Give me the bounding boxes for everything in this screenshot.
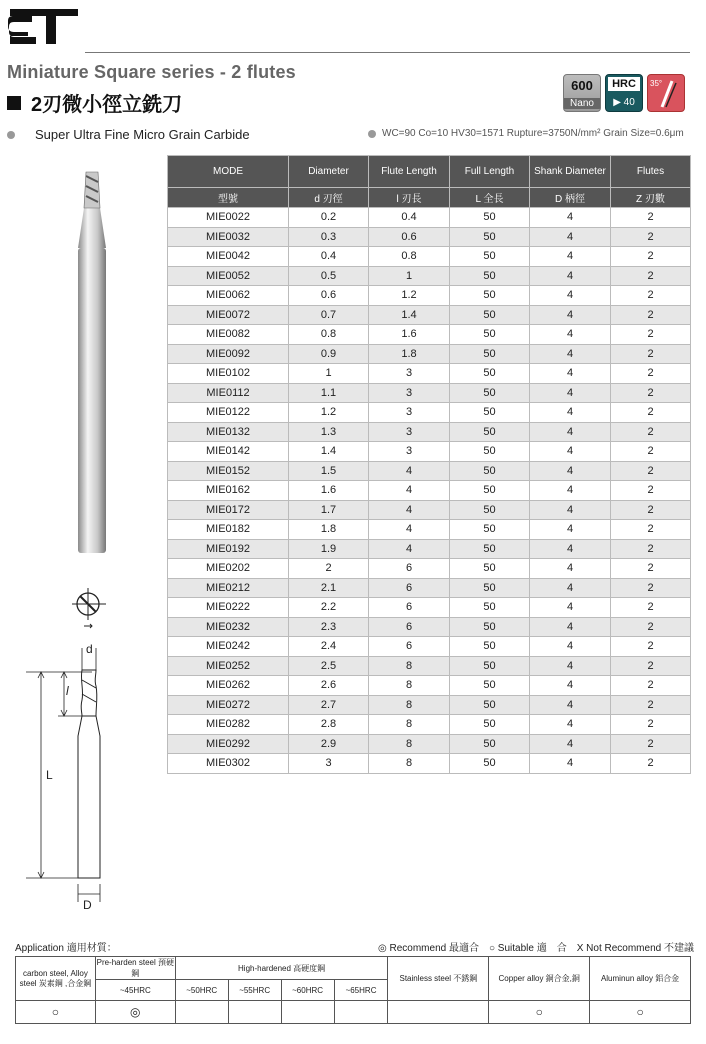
- cell-flute-length: 6: [369, 617, 450, 637]
- cell-full-length: 50: [450, 656, 530, 676]
- bullet-icon: [7, 131, 15, 139]
- cell-diameter: 0.5: [289, 266, 369, 286]
- app-sub-45hrc: ~45HRC: [95, 980, 175, 1001]
- cell-full-length: 50: [450, 734, 530, 754]
- cell-shank-diameter: 4: [530, 442, 611, 462]
- cell-flute-length: 6: [369, 598, 450, 618]
- cell-mode: MIE0152: [168, 461, 289, 481]
- cell-flutes: 2: [611, 617, 691, 637]
- cell-mode: MIE0242: [168, 637, 289, 657]
- table-row: [168, 500, 691, 520]
- cell-shank-diameter: 4: [530, 461, 611, 481]
- cell-mode: MIE0282: [168, 715, 289, 735]
- end-view-drawing: [68, 582, 112, 632]
- cell-flutes: 2: [611, 539, 691, 559]
- cell-mode: MIE0082: [168, 325, 289, 345]
- cell-shank-diameter: 4: [530, 734, 611, 754]
- cell-diameter: 2.6: [289, 676, 369, 696]
- cell-shank-diameter: 4: [530, 208, 611, 228]
- application-title: Application 適用材質：: [15, 943, 117, 954]
- cell-full-length: 50: [450, 520, 530, 540]
- cell-mode: MIE0042: [168, 247, 289, 267]
- cell-flutes: 2: [611, 637, 691, 657]
- cell-diameter: 2.4: [289, 637, 369, 657]
- cell-full-length: 50: [450, 422, 530, 442]
- cell-mode: MIE0022: [168, 208, 289, 228]
- cell-flutes: 2: [611, 754, 691, 774]
- col-header-diameter: Diameter: [289, 156, 369, 188]
- cell-mode: MIE0292: [168, 734, 289, 754]
- cell-mode: MIE0182: [168, 520, 289, 540]
- table-row: [168, 364, 691, 384]
- cell-flutes: 2: [611, 286, 691, 306]
- cell-flute-length: 1.6: [369, 325, 450, 345]
- spec-table-body: [168, 208, 691, 774]
- cell-shank-diameter: 4: [530, 422, 611, 442]
- app-col-preharden: Pre-harden steel 預硬鋼: [96, 958, 174, 978]
- cell-full-length: 50: [450, 286, 530, 306]
- cell-mode: MIE0192: [168, 539, 289, 559]
- table-row: [168, 305, 691, 325]
- square-bullet-icon: [7, 96, 21, 110]
- cell-mode: MIE0222: [168, 598, 289, 618]
- cell-shank-diameter: 4: [530, 656, 611, 676]
- col-header-flute-length-zh: l 刃長: [369, 188, 450, 208]
- cell-flute-length: 3: [369, 383, 450, 403]
- cell-full-length: 50: [450, 305, 530, 325]
- app-col-aluminum: Aluminun alloy 鋁合金: [590, 957, 691, 1001]
- cell-diameter: 0.6: [289, 286, 369, 306]
- hrc-badge-label: HRC: [608, 77, 640, 91]
- cell-flute-length: 0.8: [369, 247, 450, 267]
- col-header-full-length: Full Length: [450, 156, 530, 188]
- cell-shank-diameter: 4: [530, 520, 611, 540]
- cell-diameter: 1.6: [289, 481, 369, 501]
- cell-flutes: 2: [611, 208, 691, 228]
- col-header-flutes: Flutes: [611, 156, 691, 188]
- cell-flute-length: 4: [369, 461, 450, 481]
- app-sub-55hrc: ~55HRC: [228, 980, 281, 1001]
- cell-shank-diameter: 4: [530, 500, 611, 520]
- helix-icon: [648, 75, 684, 111]
- cell-mode: MIE0172: [168, 500, 289, 520]
- table-row: [168, 481, 691, 501]
- page-title-en: Miniature Square series - 2 flutes: [7, 62, 296, 82]
- cell-mode: MIE0252: [168, 656, 289, 676]
- cell-shank-diameter: 4: [530, 247, 611, 267]
- cell-mode: MIE0272: [168, 695, 289, 715]
- legend-not-recommend: X Not Recommend 不建議: [576, 943, 694, 954]
- mark-copper: ○: [489, 1001, 590, 1024]
- cell-full-length: 50: [450, 442, 530, 462]
- cell-flute-length: 4: [369, 481, 450, 501]
- col-header-shank-diameter: Shank Diameter: [530, 156, 611, 188]
- cell-flute-length: 8: [369, 695, 450, 715]
- cell-full-length: 50: [450, 617, 530, 637]
- col-header-diameter-zh: d 刃徑: [289, 188, 369, 208]
- cell-mode: MIE0162: [168, 481, 289, 501]
- cell-mode: MIE0062: [168, 286, 289, 306]
- table-row: [168, 578, 691, 598]
- cell-shank-diameter: 4: [530, 364, 611, 384]
- cell-diameter: 1.2: [289, 403, 369, 423]
- cell-shank-diameter: 4: [530, 676, 611, 696]
- table-row: [168, 754, 691, 774]
- cell-flutes: 2: [611, 364, 691, 384]
- application-legend: [378, 939, 694, 954]
- cell-full-length: 50: [450, 695, 530, 715]
- cell-shank-diameter: 4: [530, 481, 611, 501]
- cell-mode: MIE0052: [168, 266, 289, 286]
- dim-label-d: d: [86, 642, 93, 656]
- cell-shank-diameter: 4: [530, 403, 611, 423]
- table-row: [168, 461, 691, 481]
- cell-flute-length: 8: [369, 656, 450, 676]
- table-row: [168, 422, 691, 442]
- page-title-zh: [7, 88, 182, 117]
- cell-full-length: 50: [450, 598, 530, 618]
- table-row: [168, 247, 691, 267]
- cell-shank-diameter: 4: [530, 383, 611, 403]
- cell-flute-length: 8: [369, 754, 450, 774]
- table-row: [168, 559, 691, 579]
- spec-table: [167, 155, 691, 774]
- app-sub-65hrc: ~65HRC: [334, 980, 388, 1001]
- cell-mode: MIE0232: [168, 617, 289, 637]
- cell-flutes: 2: [611, 559, 691, 579]
- cell-diameter: 1.1: [289, 383, 369, 403]
- feature-badges: [563, 74, 685, 112]
- cell-diameter: 2: [289, 559, 369, 579]
- mark-50hrc: [175, 1001, 228, 1024]
- cell-diameter: 0.7: [289, 305, 369, 325]
- material-spec: [368, 128, 684, 139]
- cell-diameter: 2.5: [289, 656, 369, 676]
- cell-diameter: 2.3: [289, 617, 369, 637]
- cell-diameter: 1.3: [289, 422, 369, 442]
- cell-full-length: 50: [450, 754, 530, 774]
- carbide-subtitle: [7, 127, 250, 142]
- cell-flute-length: 1.8: [369, 344, 450, 364]
- table-row: [168, 734, 691, 754]
- cell-flutes: 2: [611, 461, 691, 481]
- cell-mode: MIE0132: [168, 422, 289, 442]
- cell-diameter: 1.5: [289, 461, 369, 481]
- table-row: [168, 695, 691, 715]
- col-header-flute-length: Flute Length: [369, 156, 450, 188]
- cell-flutes: 2: [611, 227, 691, 247]
- cell-flute-length: 4: [369, 520, 450, 540]
- nano-coating-badge: [563, 74, 601, 112]
- app-col-stainless: Stainless steel 不銹鋼: [388, 957, 489, 1001]
- cell-shank-diameter: 4: [530, 539, 611, 559]
- cell-full-length: 50: [450, 247, 530, 267]
- cell-flutes: 2: [611, 676, 691, 696]
- cell-flutes: 2: [611, 325, 691, 345]
- cell-flutes: 2: [611, 344, 691, 364]
- cell-flutes: 2: [611, 481, 691, 501]
- cell-flute-length: 4: [369, 539, 450, 559]
- end-mill-photo: [64, 168, 134, 558]
- helix-angle-badge: [647, 74, 685, 112]
- table-row: [168, 325, 691, 345]
- app-col-carbon: carbon steel, Alloy steel 炭素鋼 ,合金鋼: [16, 957, 96, 1001]
- cell-flutes: 2: [611, 247, 691, 267]
- table-row: [168, 539, 691, 559]
- nano-badge-label: Nano: [564, 98, 600, 109]
- helix-angle-value: 35°: [650, 79, 663, 88]
- cell-full-length: 50: [450, 676, 530, 696]
- table-row: [168, 676, 691, 696]
- legend-suitable: ○ Suitable 適 合: [488, 943, 567, 954]
- cell-diameter: 1.4: [289, 442, 369, 462]
- cell-flutes: 2: [611, 422, 691, 442]
- table-row: [168, 266, 691, 286]
- cell-diameter: 0.3: [289, 227, 369, 247]
- table-row: [168, 383, 691, 403]
- table-row: [168, 344, 691, 364]
- cell-flutes: 2: [611, 305, 691, 325]
- dim-label-shank: D: [83, 898, 92, 912]
- table-row: [168, 227, 691, 247]
- hrc-badge-value: ▶ 40: [613, 97, 635, 108]
- cell-diameter: 1: [289, 364, 369, 384]
- page-title-zh-text: 2刃微小徑立銑刀: [31, 94, 183, 116]
- cell-diameter: 1.9: [289, 539, 369, 559]
- cell-full-length: 50: [450, 383, 530, 403]
- app-sub-60hrc: ~60HRC: [281, 980, 334, 1001]
- mark-preharden: ◎: [95, 1001, 175, 1024]
- cell-full-length: 50: [450, 578, 530, 598]
- cell-flute-length: 0.4: [369, 208, 450, 228]
- bullet-icon: [368, 130, 376, 138]
- cell-shank-diameter: 4: [530, 344, 611, 364]
- cell-shank-diameter: 4: [530, 637, 611, 657]
- cell-full-length: 50: [450, 208, 530, 228]
- mark-carbon: ○: [16, 1001, 96, 1024]
- table-row: [168, 208, 691, 228]
- cell-flutes: 2: [611, 383, 691, 403]
- cell-flute-length: 8: [369, 676, 450, 696]
- table-row: [168, 656, 691, 676]
- cell-flute-length: 6: [369, 559, 450, 579]
- cell-mode: MIE0102: [168, 364, 289, 384]
- table-row: [168, 637, 691, 657]
- hrc-badge: [605, 74, 643, 112]
- cell-mode: MIE0212: [168, 578, 289, 598]
- cell-full-length: 50: [450, 227, 530, 247]
- cell-flute-length: 3: [369, 422, 450, 442]
- cell-shank-diameter: 4: [530, 715, 611, 735]
- app-marks-row: [16, 1001, 691, 1024]
- cell-shank-diameter: 4: [530, 598, 611, 618]
- legend-recommend: ◎ Recommend 最適合: [378, 943, 479, 954]
- cell-shank-diameter: 4: [530, 227, 611, 247]
- cell-diameter: 2.1: [289, 578, 369, 598]
- cell-diameter: 0.2: [289, 208, 369, 228]
- cell-flute-length: 0.6: [369, 227, 450, 247]
- cell-shank-diameter: 4: [530, 286, 611, 306]
- cell-flute-length: 1: [369, 266, 450, 286]
- cell-full-length: 50: [450, 403, 530, 423]
- cell-diameter: 1.7: [289, 500, 369, 520]
- cell-full-length: 50: [450, 325, 530, 345]
- cell-flute-length: 8: [369, 715, 450, 735]
- cell-flutes: 2: [611, 656, 691, 676]
- cell-full-length: 50: [450, 344, 530, 364]
- cell-flute-length: 3: [369, 364, 450, 384]
- application-table: [15, 956, 691, 1024]
- cell-shank-diameter: 4: [530, 754, 611, 774]
- cell-shank-diameter: 4: [530, 305, 611, 325]
- cell-flutes: 2: [611, 442, 691, 462]
- nano-badge-value: 600: [571, 78, 593, 93]
- cell-flute-length: 1.4: [369, 305, 450, 325]
- app-col-high: High-hardened 高硬度鋼: [175, 957, 388, 980]
- cell-flute-length: 6: [369, 637, 450, 657]
- header-rule: [85, 52, 690, 53]
- cell-flutes: 2: [611, 715, 691, 735]
- table-row: [168, 442, 691, 462]
- cell-mode: MIE0262: [168, 676, 289, 696]
- cell-mode: MIE0122: [168, 403, 289, 423]
- cell-flutes: 2: [611, 266, 691, 286]
- cell-full-length: 50: [450, 364, 530, 384]
- cell-full-length: 50: [450, 481, 530, 501]
- cell-flute-length: 1.2: [369, 286, 450, 306]
- table-row: [168, 286, 691, 306]
- cell-flute-length: 4: [369, 500, 450, 520]
- mark-stainless: [388, 1001, 489, 1024]
- cell-flutes: 2: [611, 598, 691, 618]
- cell-full-length: 50: [450, 637, 530, 657]
- cell-shank-diameter: 4: [530, 695, 611, 715]
- cell-flutes: 2: [611, 578, 691, 598]
- cell-mode: MIE0112: [168, 383, 289, 403]
- cell-full-length: 50: [450, 266, 530, 286]
- cell-flute-length: 3: [369, 403, 450, 423]
- table-row: [168, 617, 691, 637]
- col-header-mode-zh: 型號: [168, 188, 289, 208]
- cell-full-length: 50: [450, 461, 530, 481]
- cell-flutes: 2: [611, 695, 691, 715]
- dim-label-flute-length: l: [66, 684, 69, 698]
- col-header-mode: MODE: [168, 156, 289, 188]
- cell-flute-length: 3: [369, 442, 450, 462]
- cell-flutes: 2: [611, 403, 691, 423]
- cell-mode: MIE0092: [168, 344, 289, 364]
- cell-shank-diameter: 4: [530, 578, 611, 598]
- cell-full-length: 50: [450, 715, 530, 735]
- cell-diameter: 2.8: [289, 715, 369, 735]
- cell-mode: MIE0142: [168, 442, 289, 462]
- cell-mode: MIE0072: [168, 305, 289, 325]
- cell-diameter: 2.9: [289, 734, 369, 754]
- app-sub-50hrc: ~50HRC: [175, 980, 228, 1001]
- cell-diameter: 2.2: [289, 598, 369, 618]
- table-row: [168, 598, 691, 618]
- col-header-flutes-zh: Z 刃數: [611, 188, 691, 208]
- cell-shank-diameter: 4: [530, 266, 611, 286]
- mark-aluminum: ○: [590, 1001, 691, 1024]
- cell-diameter: 1.8: [289, 520, 369, 540]
- col-header-shank-diameter-zh: D 柄徑: [530, 188, 611, 208]
- cell-diameter: 0.8: [289, 325, 369, 345]
- cell-mode: MIE0302: [168, 754, 289, 774]
- mark-55hrc: [228, 1001, 281, 1024]
- cell-diameter: 3: [289, 754, 369, 774]
- cell-diameter: 2.7: [289, 695, 369, 715]
- material-spec-text: WC=90 Co=10 HV30=1571 Rupture=3750N/mm² Grain Size=0.6μm: [382, 128, 684, 139]
- table-row: [168, 520, 691, 540]
- mark-60hrc: [281, 1001, 334, 1024]
- table-header-en: [168, 156, 691, 188]
- cell-mode: MIE0202: [168, 559, 289, 579]
- cell-mode: MIE0032: [168, 227, 289, 247]
- app-col-copper: Copper alloy 銅合金,銅: [489, 957, 590, 1001]
- cell-flute-length: 8: [369, 734, 450, 754]
- cell-full-length: 50: [450, 500, 530, 520]
- carbide-subtitle-text: Super Ultra Fine Micro Grain Carbide: [35, 127, 250, 142]
- table-row: [168, 403, 691, 423]
- cell-shank-diameter: 4: [530, 325, 611, 345]
- cell-flutes: 2: [611, 500, 691, 520]
- cell-shank-diameter: 4: [530, 617, 611, 637]
- cell-flute-length: 6: [369, 578, 450, 598]
- mark-65hrc: [334, 1001, 388, 1024]
- app-header-row: [16, 957, 691, 980]
- table-header-zh: [168, 188, 691, 208]
- st-logo: [6, 6, 82, 48]
- table-row: [168, 715, 691, 735]
- dim-label-full-length: L: [46, 768, 53, 782]
- dimension-drawing: [22, 640, 132, 920]
- cell-flutes: 2: [611, 520, 691, 540]
- cell-full-length: 50: [450, 539, 530, 559]
- cell-diameter: 0.4: [289, 247, 369, 267]
- col-header-full-length-zh: L 全長: [450, 188, 530, 208]
- cell-flutes: 2: [611, 734, 691, 754]
- cell-full-length: 50: [450, 559, 530, 579]
- cell-diameter: 0.9: [289, 344, 369, 364]
- cell-shank-diameter: 4: [530, 559, 611, 579]
